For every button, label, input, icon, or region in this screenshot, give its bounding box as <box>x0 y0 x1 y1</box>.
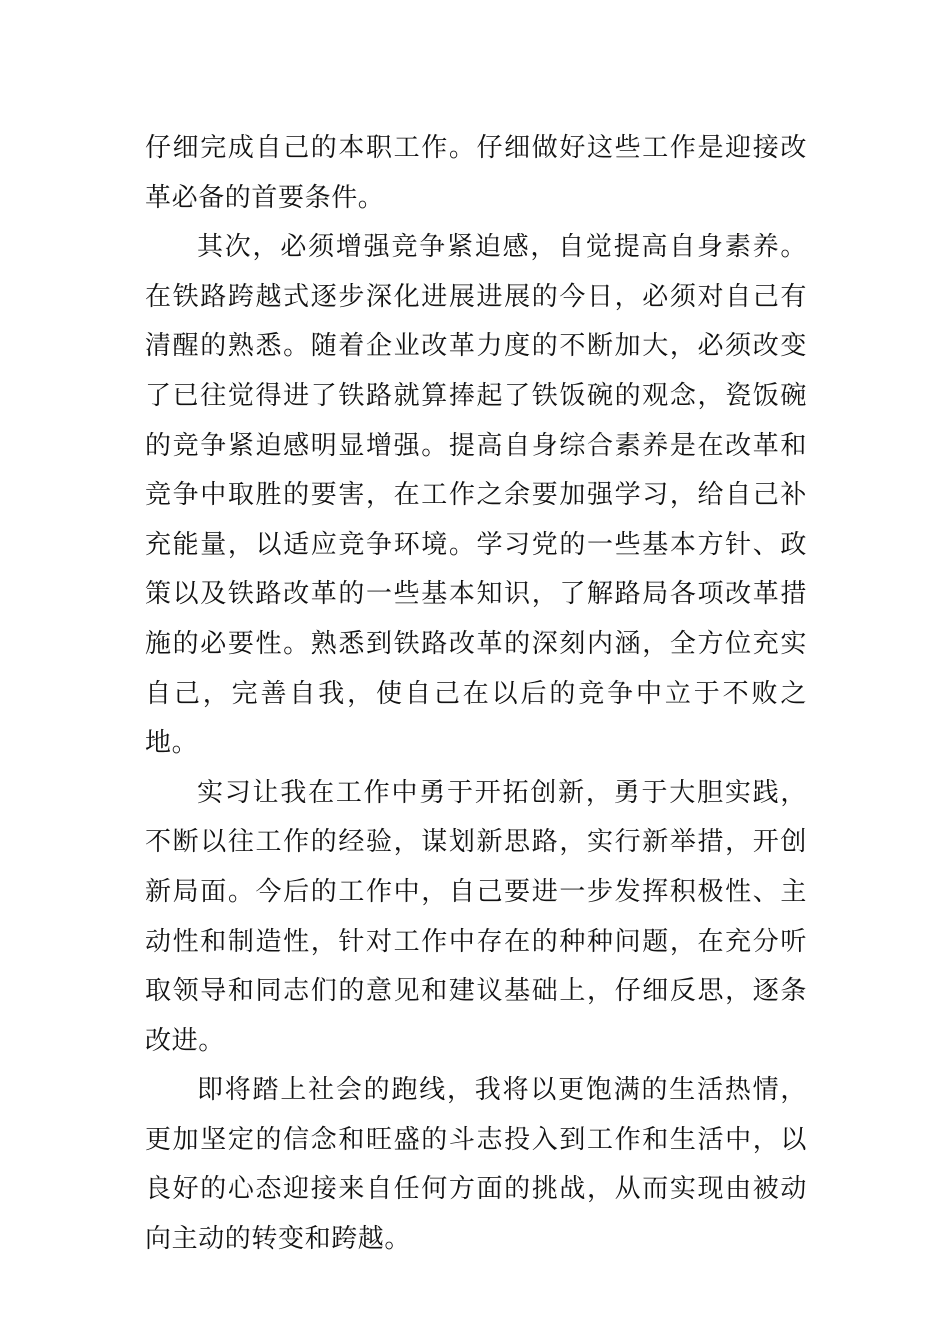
paragraph-4: 即将踏上社会的跑线，我将以更饱满的生活热情，更加坚定的信念和旺盛的斗志投入到工作和生活中，以良好的心态迎接来自任何方面的挑战，从而实现由被动向主动的转变和跨越。 <box>145 1075 807 1255</box>
paragraph-1: 仔细完成自己的本职工作。仔细做好这些工作是迎接改革必备的首要条件。 <box>145 133 807 213</box>
document-body <box>145 124 807 1265</box>
paragraph-2: 其次，必须增强竞争紧迫感，自觉提高自身素养。在铁路跨越式逐步深化进展进展的今日，必须对自己有清醒的熟悉。随着企业改革力度的不断加大，必须改变了已往觉得进了铁路就算捧起了铁饭碗的观念，瓷饭碗的竞争紧迫感明显增强。提高自身综合素养是在改革和竞争中取胜的要害，在工作之余要加强学习，给自己补充能量，以适应竞争环境。学习党的一些基本方针、政策以及铁路改革的一些基本知识，了解路局各项改革措施的必要性。熟悉到铁路改革的深刻内涵，全方位充实自己，完善自我，使自己在以后的竞争中立于不败之地。 <box>145 232 807 759</box>
paragraph-3: 实习让我在工作中勇于开拓创新，勇于大胆实践，不断以往工作的经验，谋划新思路，实行新举措，开创新局面。今后的工作中，自己要进一步发挥积极性、主动性和制造性，针对工作中存在的种种问题，在充分听取领导和同志们的意见和建议基础上，仔细反思，逐条改进。 <box>145 777 807 1056</box>
